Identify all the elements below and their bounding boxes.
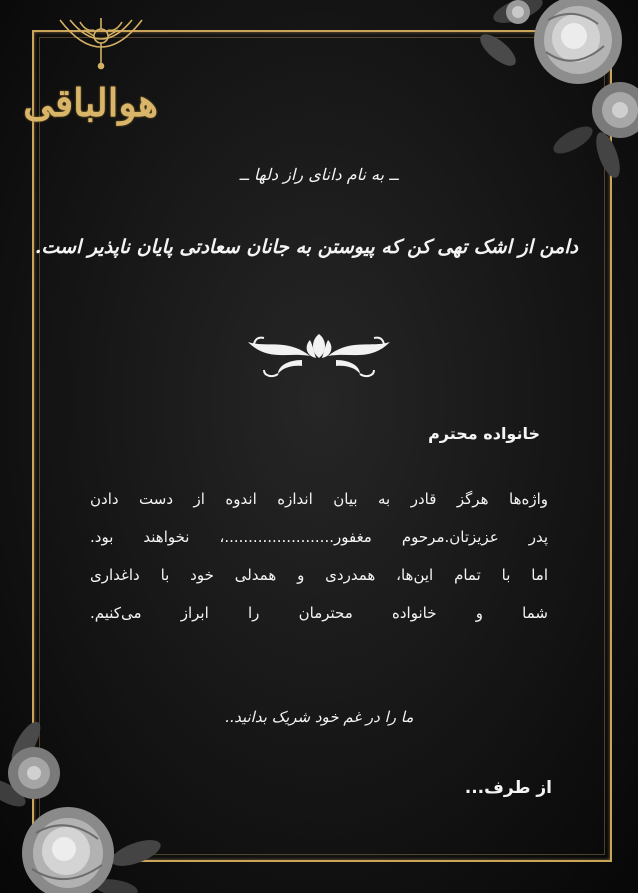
message-line: اما با تمام این‌ها، همدردی و همدلی خود با داغداری — [90, 566, 548, 584]
poem-quote: دامن از اشک تهی کن که پیوستن به جانان سعادتی پایان ناپذیر است. — [34, 236, 578, 258]
flower-top-right-icon — [458, 0, 638, 190]
message-line: پدر عزیزتان.مرحوم مغفور.......................، نخواهند بود. — [90, 528, 548, 546]
greeting: خانواده محترم — [428, 424, 540, 443]
basmala-heading: ــ به نام دانای راز دلها ــ — [239, 165, 399, 184]
flower-bottom-left-icon — [0, 703, 176, 893]
calligraphy-logo — [23, 64, 158, 154]
message-line: شما و خانواده محترمان را ابراز می‌کنیم. — [90, 604, 548, 622]
logo-text: هوالباقی — [23, 80, 158, 125]
closing-line: ما را در غم خود شریک بدانید.. — [224, 708, 414, 726]
floral-divider-icon — [244, 326, 394, 382]
from-line: از طرف... — [464, 778, 552, 798]
message-body — [90, 480, 548, 632]
message-line: واژه‌ها هرگز قادر به بیان اندازه اندوه از دست دادن — [90, 490, 548, 508]
